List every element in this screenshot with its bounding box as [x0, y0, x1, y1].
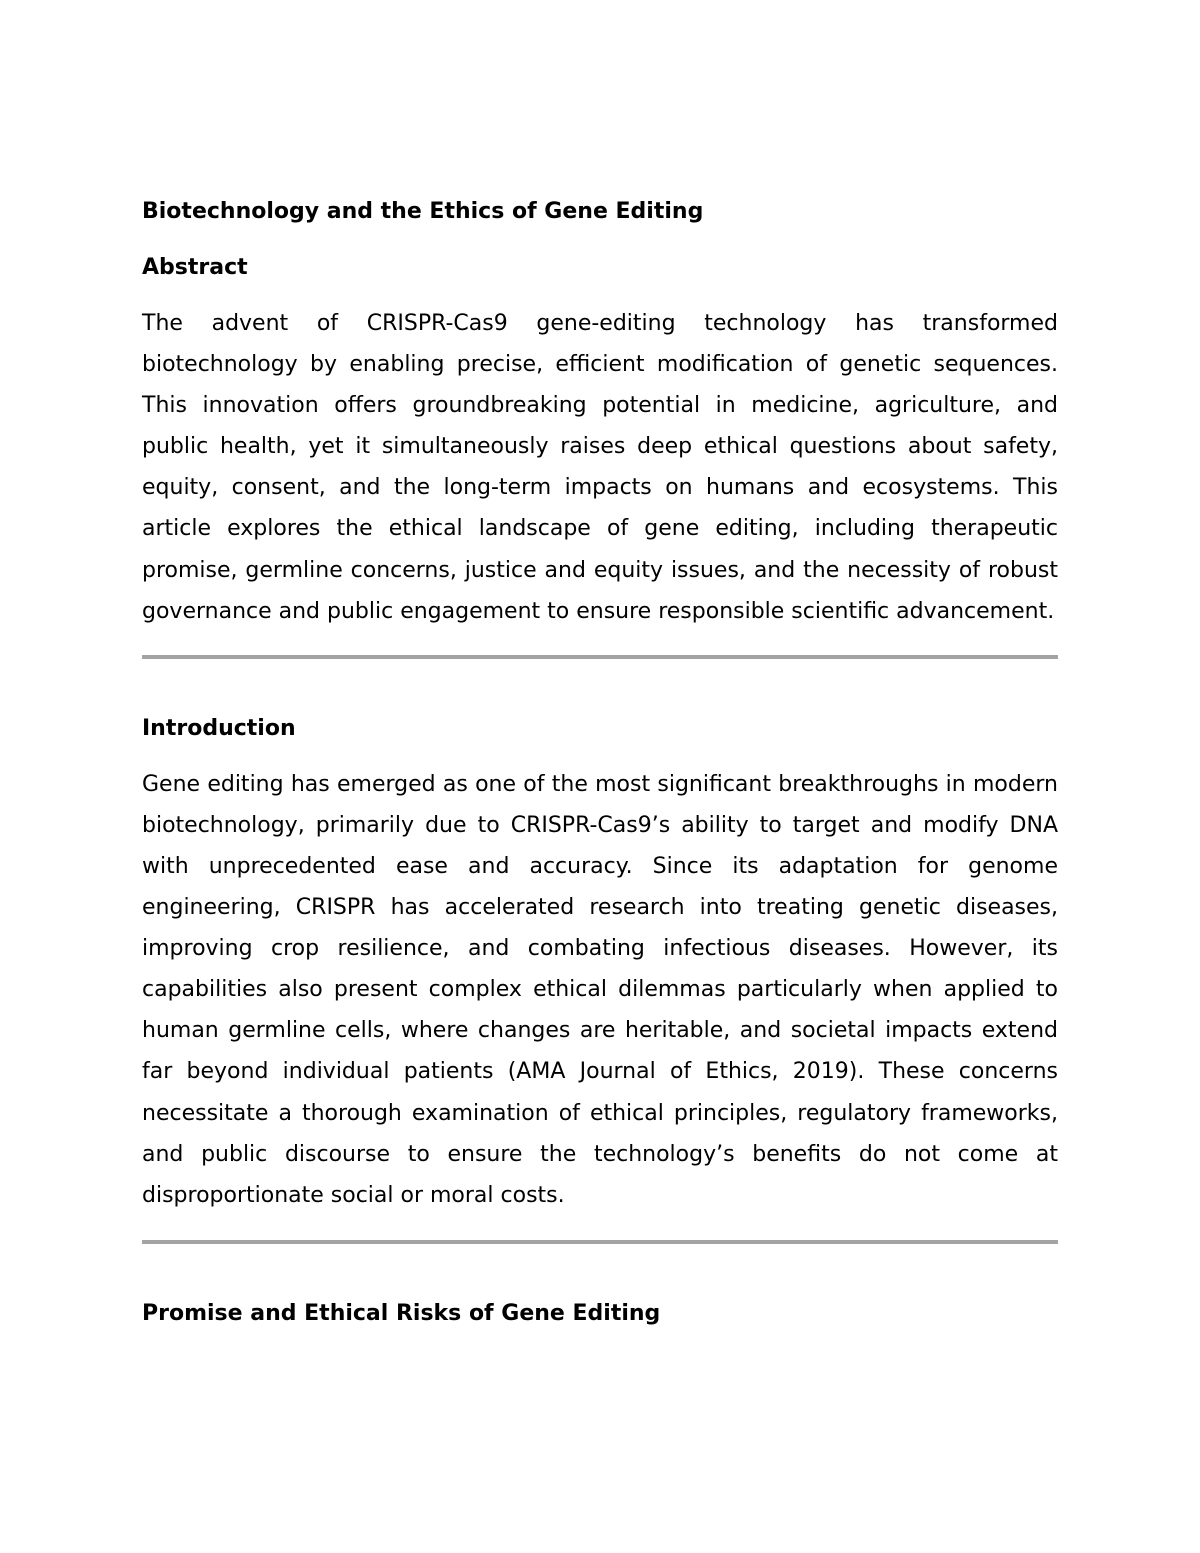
introduction-heading: Introduction	[142, 715, 296, 741]
abstract-paragraph: The advent of CRISPR-Cas9 gene-editing technology has transformed biotechnology by enabling precise, efficient modification of genetic sequences. This innovation offers groundbreaking potential in medicine, agriculture, and public health, yet it simultaneously raises deep ethical questions about safety, equity, consent, and the long-term impacts on humans and ecosystems. This article explores the ethical landscape of gene editing, including therapeutic promise, germline concerns, justice and equity issues, and the necessity of robust governance and public engagement to ensure responsible scientific advancement.	[142, 311, 1058, 624]
introduction-paragraph: Gene editing has emerged as one of the most significant breakthroughs in modern biotechnology, primarily due to CRISPR-Cas9’s ability to target and modify DNA with unprecedented ease and accuracy. Since its adaptation for genome engineering, CRISPR has accelerated research into treating genetic diseases, improving crop resilience, and combating infectious diseases. However, its capabilities also present complex ethical dilemmas particularly when applied to human germline cells, where changes are heritable, and societal impacts extend far beyond individual patients (AMA Journal of Ethics, 2019). These concerns necessitate a thorough examination of ethical principles, regulatory frameworks, and public discourse to ensure the technology’s benefits do not come at disproportionate social or moral costs.	[142, 771, 1058, 1208]
document-title: Biotechnology and the Ethics of Gene Editing	[142, 199, 704, 224]
promise-risks-heading: Promise and Ethical Risks of Gene Editing	[142, 1300, 661, 1326]
document-page	[142, 193, 1058, 1333]
section-divider	[142, 1240, 1058, 1244]
section-divider	[142, 655, 1058, 659]
abstract-heading: Abstract	[142, 255, 248, 280]
